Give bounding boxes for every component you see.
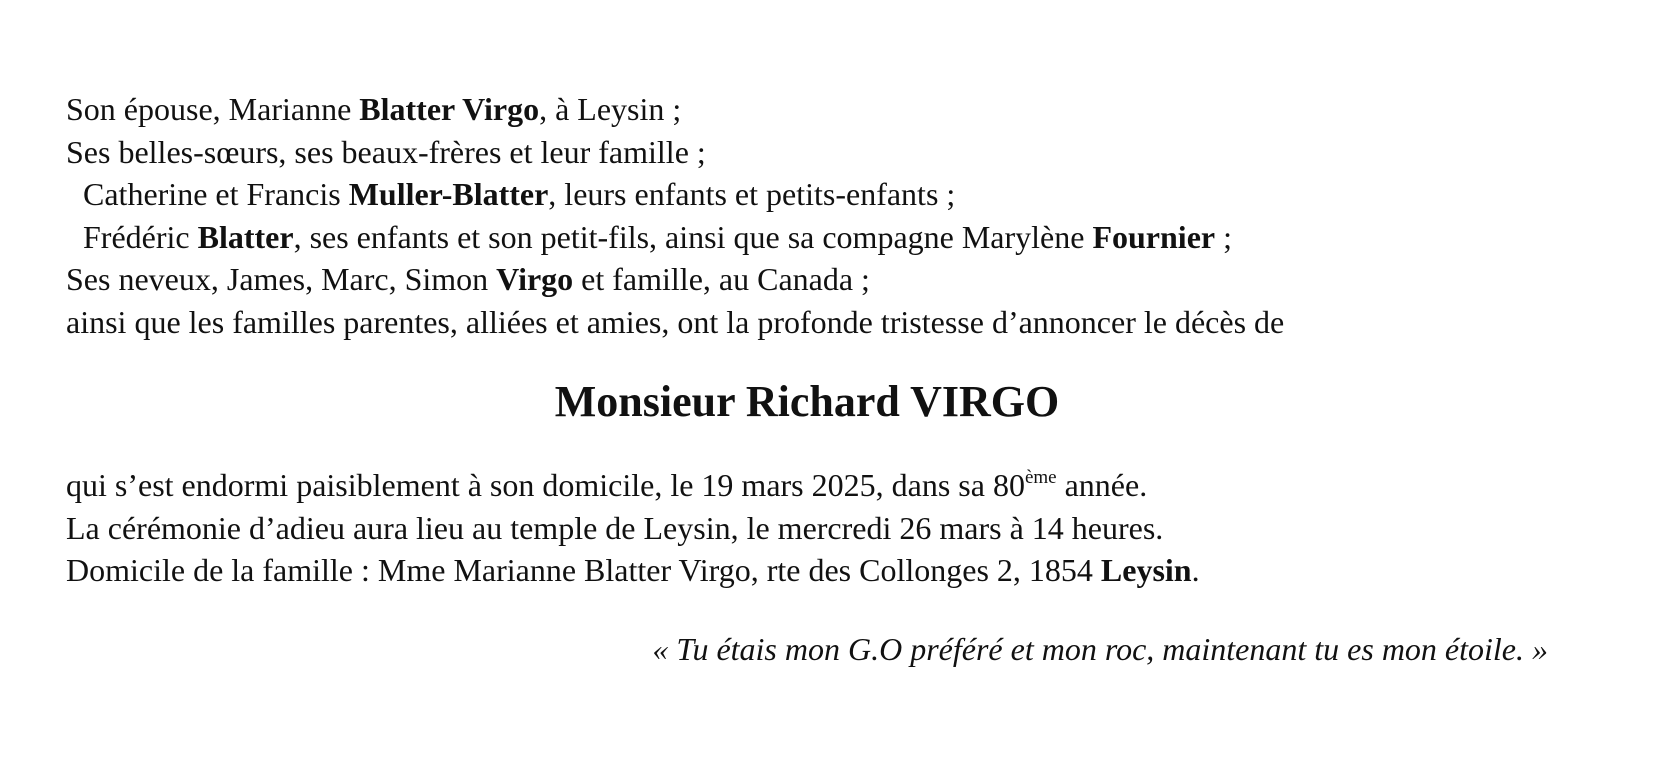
blatter-surname: Blatter <box>197 218 294 255</box>
fournier-surname: Fournier <box>1092 218 1216 255</box>
virgo-surname: Virgo <box>496 261 574 297</box>
town-name: Leysin <box>1100 552 1192 588</box>
family-line-nephews: Ses neveux, James, Marc, Simon Virgo et famille, au Canada ; <box>66 261 870 297</box>
death-notice <box>66 88 1596 670</box>
ordinal-suffix: ème <box>1024 467 1057 488</box>
spouse-surname: Blatter Virgo <box>359 91 540 127</box>
family-line-frederic-blatter: Frédéric Blatter, ses enfants et son petit-fils, ainsi que sa compagne Marylène Fournier ; <box>83 218 1232 255</box>
deceased-name: Monsieur Richard VIRGO <box>554 377 1060 426</box>
detail-line-death: qui s’est endormi paisiblement à son domicile, le 19 mars 2025, dans sa 80ème année. <box>66 467 1148 503</box>
detail-line-family-address: Domicile de la famille : Mme Marianne Blatter Virgo, rte des Collonges 2, 1854 Leysin. <box>66 552 1200 588</box>
closing-quote: « Tu étais mon G.O préféré et mon roc, maintenant tu es mon étoile. » <box>652 630 1548 667</box>
family-line-spouse: Son épouse, Marianne Blatter Virgo, à Leysin ; <box>66 91 682 127</box>
family-line-announcement: ainsi que les familles parentes, alliées et amies, ont la profonde tristesse d’annoncer le décès de <box>66 303 1285 340</box>
family-line-in-laws: Ses belles-sœurs, ses beaux-frères et leur famille ; <box>66 133 706 170</box>
family-line-muller-blatter: Catherine et Francis Muller-Blatter, leurs enfants et petits-enfants ; <box>83 176 956 212</box>
detail-line-ceremony: La cérémonie d’adieu aura lieu au temple de Leysin, le mercredi 26 mars à 14 heures. <box>66 509 1164 546</box>
muller-blatter-surname: Muller-Blatter <box>348 176 549 212</box>
